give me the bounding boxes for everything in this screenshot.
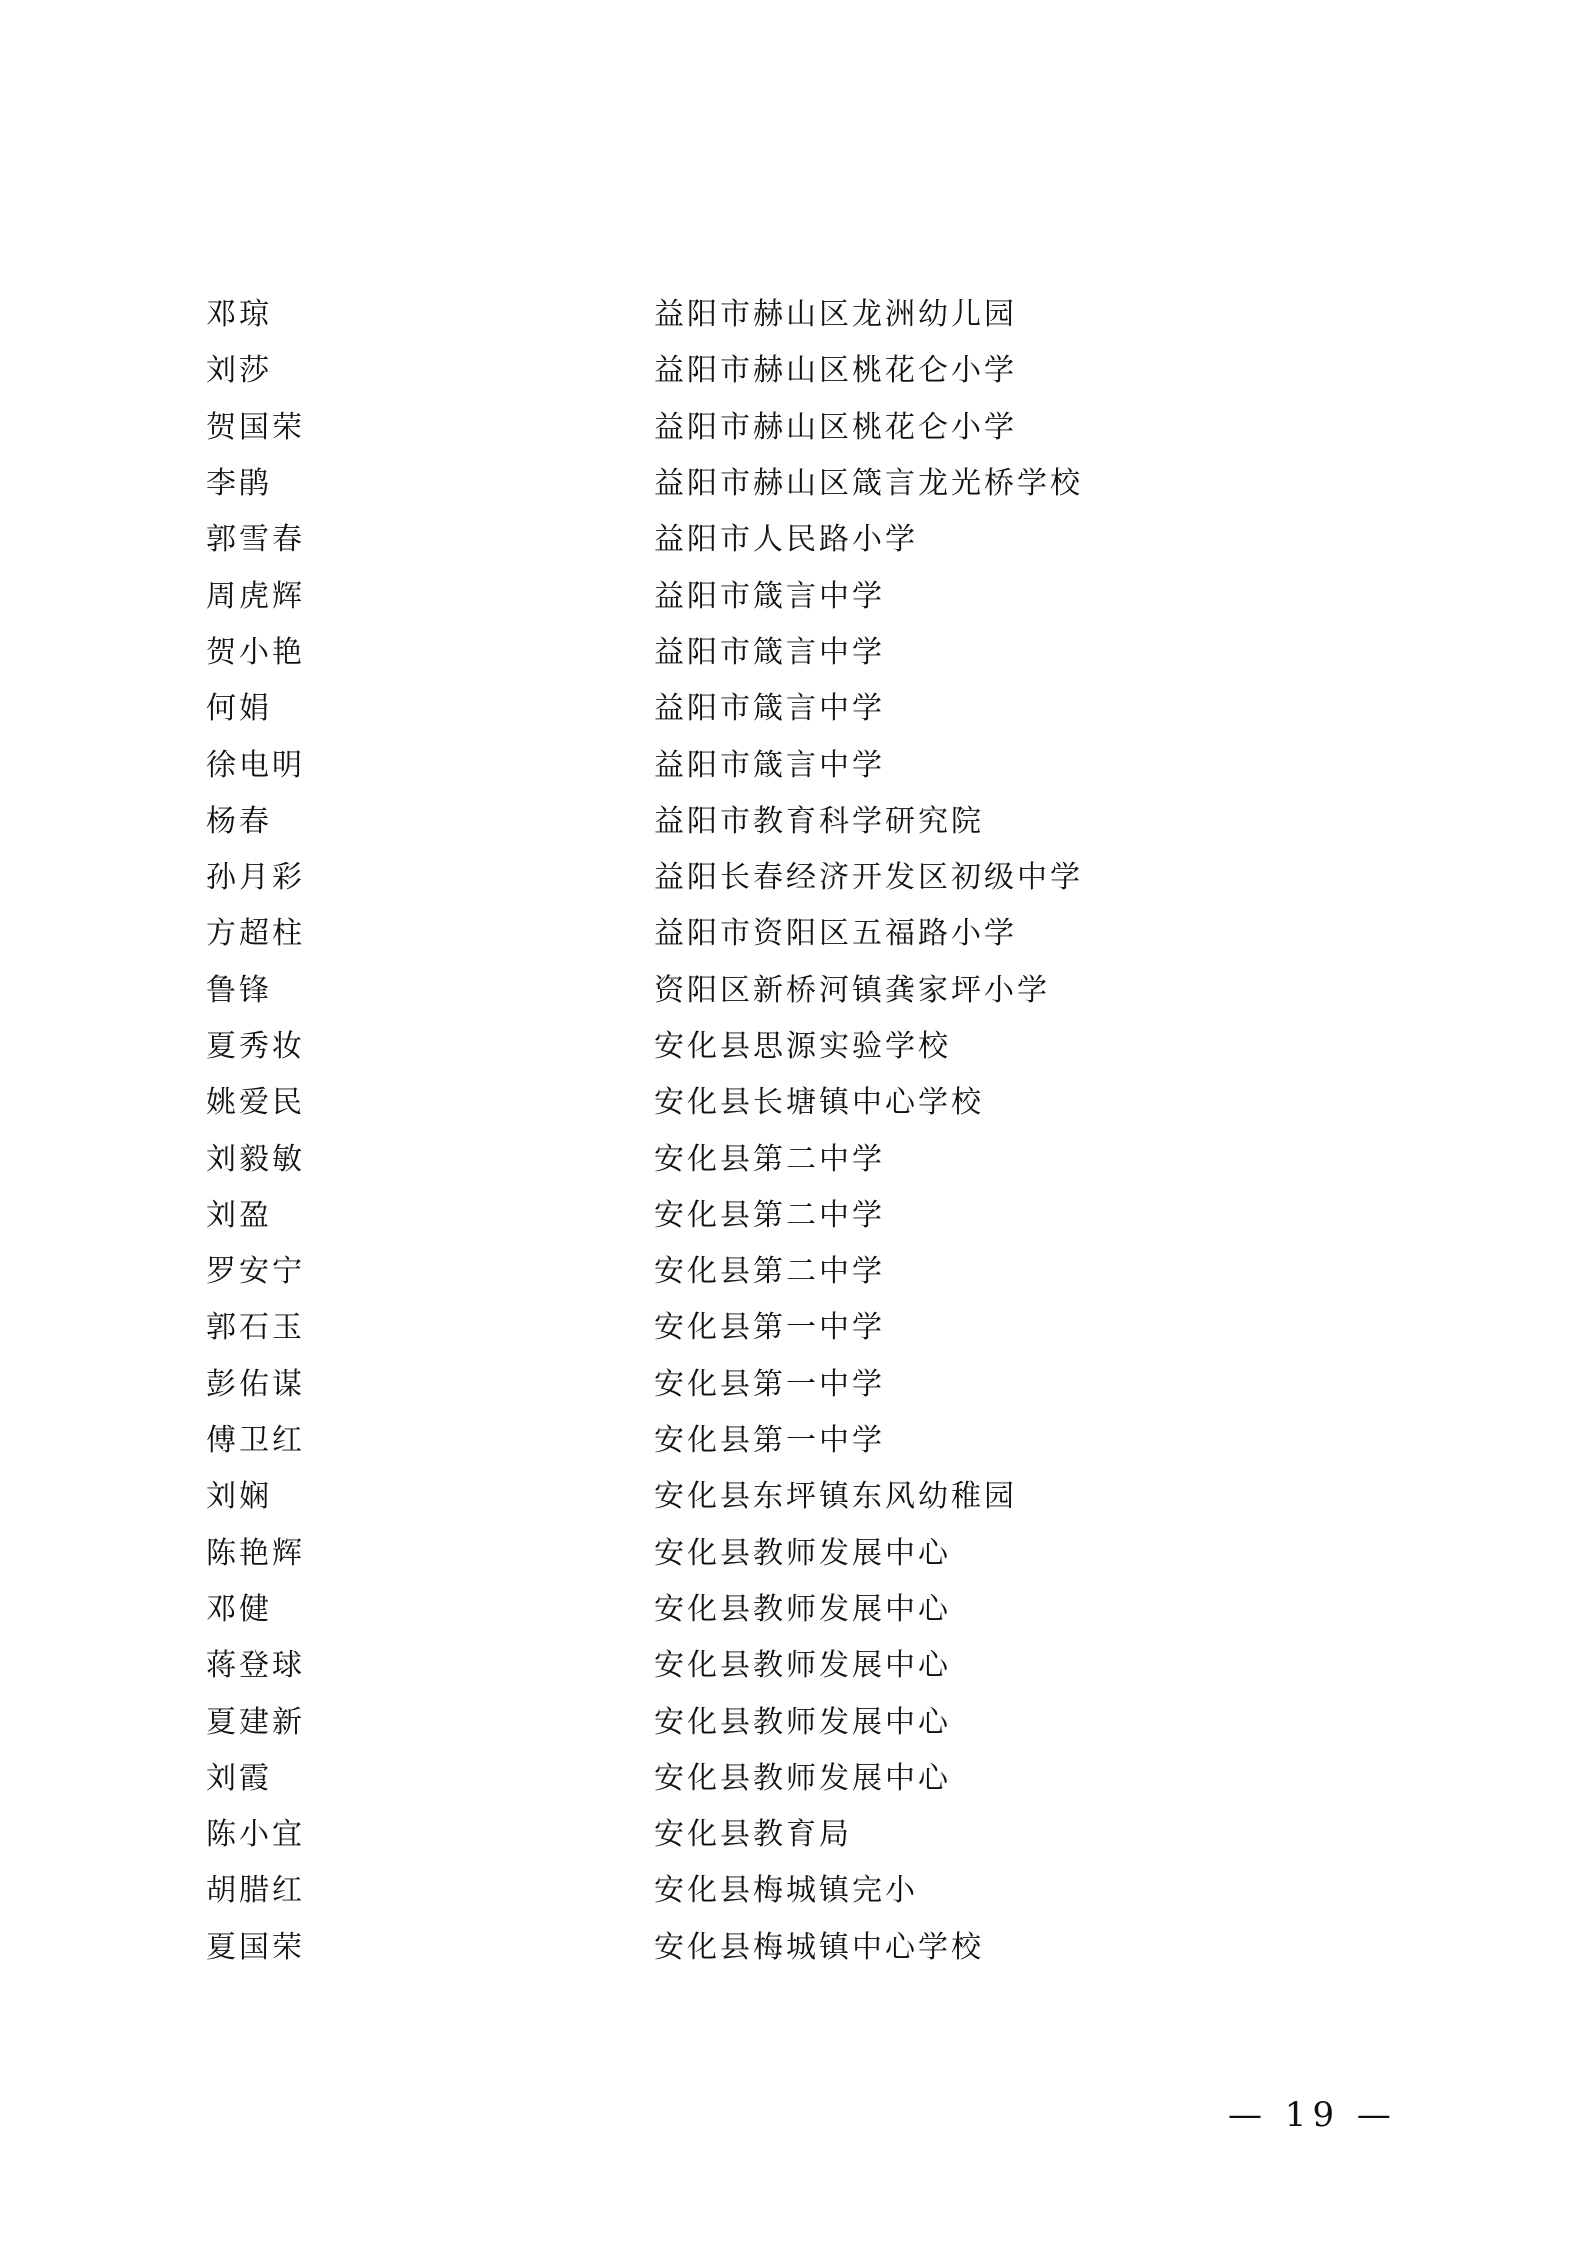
list-item <box>206 621 1406 677</box>
person-name: 刘毅敏 <box>206 1141 305 1177</box>
list-item <box>206 396 1406 452</box>
person-name: 夏国荣 <box>206 1929 305 1965</box>
school-name: 安化县长塘镇中心学校 <box>654 1085 984 1121</box>
person-name: 鲁锋 <box>206 972 272 1008</box>
list-item <box>206 1634 1406 1690</box>
person-name: 郭石玉 <box>206 1310 305 1346</box>
list-item <box>206 846 1406 902</box>
person-name: 夏秀妆 <box>206 1029 305 1064</box>
list-item <box>206 1015 1406 1071</box>
person-name: 贺国荣 <box>206 409 305 445</box>
person-name: 李鹃 <box>206 466 272 502</box>
list-item <box>206 452 1406 508</box>
person-name: 徐电明 <box>206 747 305 783</box>
person-name: 罗安宁 <box>206 1254 305 1290</box>
school-name: 安化县第二中学 <box>654 1197 885 1233</box>
list-item <box>206 564 1406 620</box>
school-name: 安化县东坪镇东风幼稚园 <box>654 1479 1017 1515</box>
list-item <box>206 1127 1406 1183</box>
list-item <box>206 902 1406 958</box>
person-name: 刘莎 <box>206 353 272 389</box>
school-name: 安化县第二中学 <box>654 1254 885 1290</box>
person-name: 邓健 <box>206 1591 272 1627</box>
school-name: 益阳市赫山区龙洲幼儿园 <box>654 297 1017 333</box>
personnel-list <box>206 283 1406 1972</box>
page-number: — 19 — <box>1228 2095 1397 2135</box>
list-item <box>206 508 1406 564</box>
list-item <box>206 959 1406 1015</box>
list-item <box>206 1690 1406 1746</box>
person-name: 刘盈 <box>206 1197 272 1233</box>
school-name: 资阳区新桥河镇龚家坪小学 <box>654 972 1050 1008</box>
school-name: 益阳市赫山区箴言龙光桥学校 <box>654 466 1083 502</box>
list-item <box>206 1916 1406 1972</box>
school-name: 安化县第二中学 <box>654 1141 885 1177</box>
school-name: 益阳市赫山区桃花仑小学 <box>654 409 1017 445</box>
person-name: 姚爱民 <box>206 1085 305 1121</box>
school-name: 益阳长春经济开发区初级中学 <box>654 860 1083 896</box>
person-name: 夏建新 <box>206 1704 305 1740</box>
person-name: 邓琼 <box>206 297 272 333</box>
person-name: 胡腊红 <box>206 1873 305 1909</box>
person-name: 杨春 <box>206 803 272 839</box>
school-name: 益阳市箴言中学 <box>654 578 885 614</box>
list-item <box>206 283 1406 339</box>
list-item <box>206 1071 1406 1127</box>
school-name: 安化县第一中学 <box>654 1423 885 1459</box>
person-name: 周虎辉 <box>206 578 305 614</box>
school-name: 益阳市箴言中学 <box>654 747 885 783</box>
school-name: 安化县教师发展中心 <box>654 1648 951 1684</box>
school-name: 安化县教师发展中心 <box>654 1591 951 1627</box>
person-name: 陈小宜 <box>206 1817 305 1853</box>
list-item <box>206 339 1406 395</box>
school-name: 益阳市资阳区五福路小学 <box>654 916 1017 952</box>
person-name: 贺小艳 <box>206 634 305 670</box>
school-name: 安化县第一中学 <box>654 1310 885 1346</box>
list-item <box>206 1296 1406 1352</box>
list-item <box>206 1859 1406 1915</box>
school-name: 安化县梅城镇中心学校 <box>654 1929 984 1965</box>
person-name: 刘娴 <box>206 1479 272 1515</box>
list-item <box>206 677 1406 733</box>
school-name: 安化县梅城镇完小 <box>654 1873 918 1909</box>
list-item <box>206 1747 1406 1803</box>
school-name: 安化县教师发展中心 <box>654 1535 951 1571</box>
person-name: 彭佑谋 <box>206 1366 305 1402</box>
list-item <box>206 1409 1406 1465</box>
school-name: 益阳市教育科学研究院 <box>654 803 984 839</box>
school-name: 安化县教师发展中心 <box>654 1704 951 1740</box>
person-name: 刘霞 <box>206 1760 272 1796</box>
person-name: 蒋登球 <box>206 1648 305 1684</box>
list-item <box>206 1522 1406 1578</box>
list-item <box>206 790 1406 846</box>
person-name: 方超柱 <box>206 916 305 952</box>
list-item <box>206 733 1406 789</box>
school-name: 益阳市赫山区桃花仑小学 <box>654 353 1017 389</box>
school-name: 益阳市箴言中学 <box>654 634 885 670</box>
school-name: 安化县教师发展中心 <box>654 1760 951 1796</box>
person-name: 郭雪春 <box>206 522 305 558</box>
person-name: 孙月彩 <box>206 860 305 896</box>
school-name: 益阳市箴言中学 <box>654 691 885 727</box>
list-item <box>206 1353 1406 1409</box>
list-item <box>206 1578 1406 1634</box>
school-name: 益阳市人民路小学 <box>654 522 918 558</box>
school-name: 安化县第一中学 <box>654 1366 885 1402</box>
list-item <box>206 1465 1406 1521</box>
list-item <box>206 1240 1406 1296</box>
person-name: 傅卫红 <box>206 1423 305 1459</box>
school-name: 安化县思源实验学校 <box>654 1029 951 1064</box>
list-item <box>206 1803 1406 1859</box>
person-name: 何娟 <box>206 691 272 727</box>
list-item <box>206 1184 1406 1240</box>
person-name: 陈艳辉 <box>206 1535 305 1571</box>
school-name: 安化县教育局 <box>654 1817 852 1853</box>
